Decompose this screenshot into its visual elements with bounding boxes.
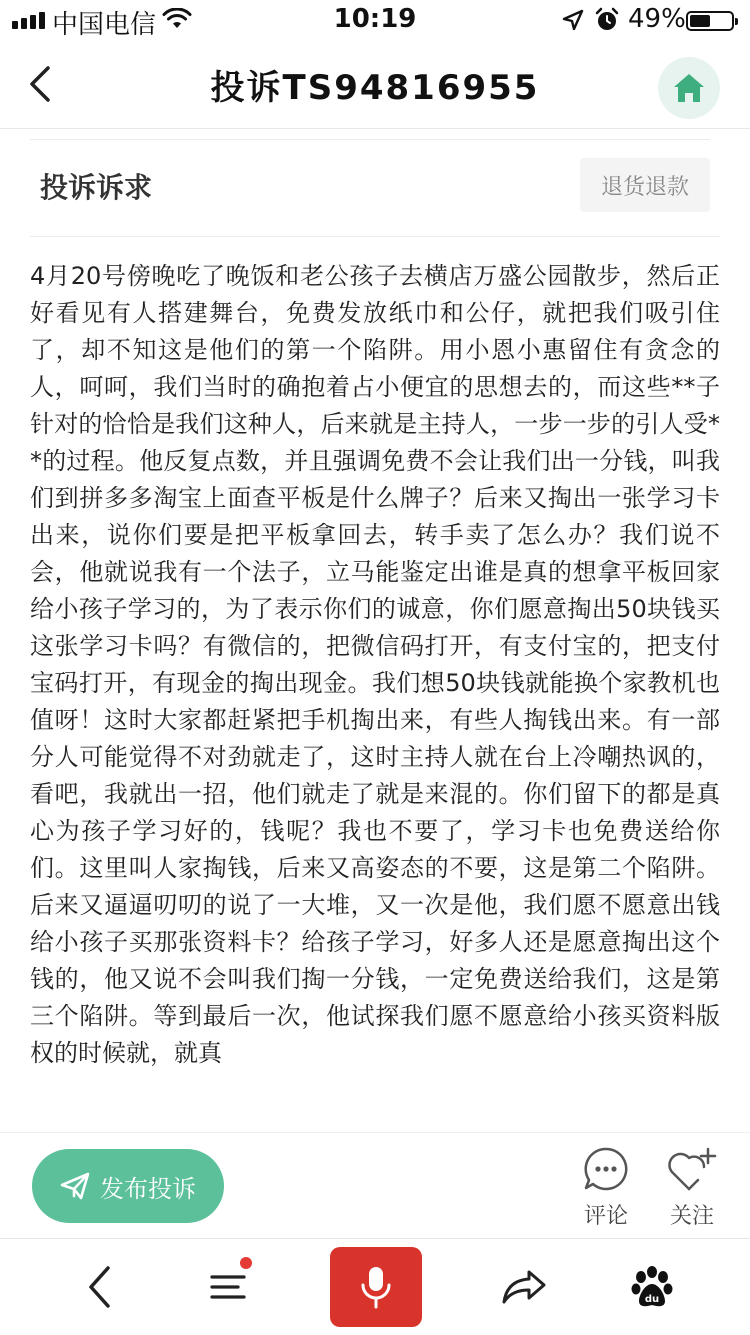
divider xyxy=(30,236,720,237)
comment-icon xyxy=(566,1143,646,1195)
heart-plus-icon xyxy=(652,1143,732,1195)
publish-complaint-button[interactable] xyxy=(32,1149,224,1223)
follow-label: 关注 xyxy=(669,1204,714,1229)
send-icon xyxy=(60,1172,90,1200)
complaint-type-tag: 退货退款 xyxy=(580,158,710,212)
status-bar xyxy=(0,0,750,40)
back-icon xyxy=(86,1264,114,1310)
home-icon xyxy=(672,72,706,104)
complaint-content: 4月20号傍晚吃了晚饭和老公孩子去横店万盛公园散步，然后正好看见有人搭建舞台，免费发放纸巾和公仔，就把我们吸引住了，却不知这是他们的第一个陷阱。用小恩小惠留住有贪念的人，呵呵，我们当时的确抱着占小便宜的思想去的，而这些**子针对的恰恰是我们这种人，后来就是主持人，一步一步的引人受**的过程。他反复点数，并且强调免费不会让我们出一分钱，叫我们到拼多多淘宝上面查平板是什么牌子？后来又掏出一张学习卡出来，说你们要是把平板拿回去，转手卖了怎么办？我们说不会，他就说我有一个法子，立马能鉴定出谁是真的想拿平板回家给小孩子学习的，为了表示你们的诚意，你们愿意掏出50块钱买这张学习卡吗？有微信的，把微信码打开，有支付宝的，把支付宝码打开，有现金的掏出现金。我们想50块钱就能换个家教机也值呀！这时大家都赶紧把手机掏出来，有些人掏钱出来。有一部分人可能觉得不对劲就走了，这时主持人就在台上冷嘲热讽的，看吧，我就出一招，他们就走了就是来混的。你们留下的都是真心为孩子学习好的，钱呢？我也不要了，学习卡也免费送给你们。这里叫人家掏钱，后来又高姿态的不要，这是第二个陷阱。后来又逼逼叨叨的说了一大堆，又一次是他，我们愿不愿意出钱给小孩子买那张资料卡？给孩子学习，好多人还是愿意掏出这个钱的，他又说不会叫我们掏一分钱，一定免费送给我们，这是第三个陷阱。等到最后一次，他试探我们愿不愿意给小孩买资料版权的时候就，就真 xyxy=(30,262,720,1067)
battery-level-fill xyxy=(690,15,710,27)
action-bar xyxy=(0,1132,750,1237)
divider xyxy=(30,139,710,140)
share-button[interactable] xyxy=(494,1239,554,1335)
carrier-name: 中国电信 xyxy=(52,10,157,40)
page-title: 投诉TS94816955 xyxy=(210,68,540,108)
clock: 10:19 xyxy=(333,4,417,34)
voice-search-button[interactable] xyxy=(330,1247,422,1327)
publish-complaint-label: 发布投诉 xyxy=(100,1174,196,1203)
baidu-paw-icon xyxy=(631,1265,673,1309)
location-arrow-icon xyxy=(562,9,584,35)
notification-dot xyxy=(240,1257,252,1269)
battery-percent: 49% xyxy=(628,4,686,34)
browser-back-button[interactable] xyxy=(70,1239,130,1335)
svg-text:du: du xyxy=(644,1294,660,1305)
baidu-home-button[interactable] xyxy=(622,1239,682,1335)
nav-bar xyxy=(0,40,750,129)
alarm-icon xyxy=(594,7,620,37)
battery-icon xyxy=(686,11,734,31)
microphone-icon xyxy=(359,1264,393,1310)
comment-label: 评论 xyxy=(583,1204,628,1229)
browser-menu-button[interactable] xyxy=(198,1239,258,1335)
menu-icon xyxy=(208,1269,248,1305)
share-icon xyxy=(501,1268,547,1306)
browser-toolbar xyxy=(0,1238,750,1335)
follow-button[interactable] xyxy=(652,1143,732,1230)
section-title: 投诉诉求 xyxy=(40,171,153,204)
home-button[interactable] xyxy=(658,57,720,119)
comment-button[interactable] xyxy=(566,1143,646,1230)
